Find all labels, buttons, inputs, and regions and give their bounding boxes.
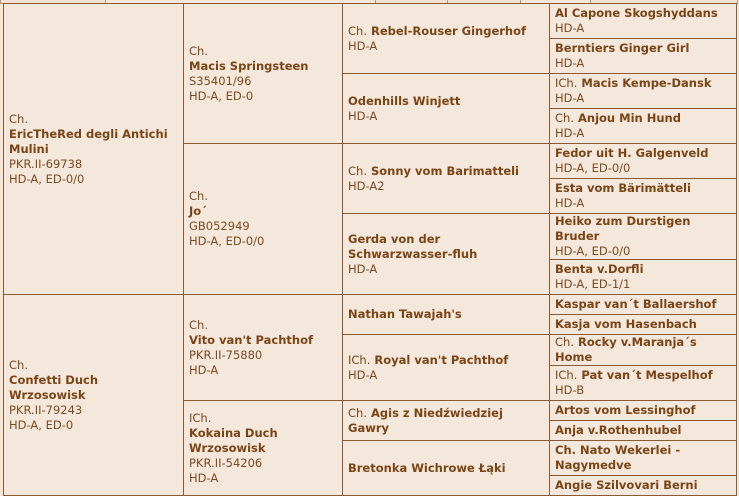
ddd-cell[interactable] [343, 441, 550, 496]
ds-reg: PKR.II-75880 [189, 347, 263, 362]
dsdd-name-line[interactable] [555, 368, 731, 383]
dsdd-title: ICh. [555, 368, 578, 382]
sds-name-line[interactable] [348, 164, 544, 179]
dam-health: HD-A, ED-0 [9, 417, 74, 432]
ds-cell[interactable] [184, 295, 343, 401]
sd-name[interactable]: Jo´ [189, 204, 207, 218]
ssd-cell[interactable] [343, 74, 550, 144]
dsd-health: HD-A [348, 367, 378, 382]
sssd-name[interactable]: Berntiers Ginger Girl [555, 41, 690, 55]
sddd-name[interactable]: Benta v.Dorfli [555, 262, 644, 276]
dd-health: HD-A [189, 470, 219, 485]
pedigree-row [4, 295, 737, 315]
sddd-health: HD-A, ED-1/1 [555, 277, 631, 291]
ss-name[interactable]: Macis Springsteen [189, 58, 309, 73]
sd-title: Ch. [189, 189, 208, 203]
ssss-name[interactable]: Al Capone Skogshyddans [555, 6, 718, 20]
dsd-cell[interactable] [343, 335, 550, 401]
ddds-name-line[interactable] [555, 443, 731, 473]
dam-cell[interactable] [4, 295, 184, 496]
dam-reg: PKR.II-79243 [9, 402, 83, 417]
sdss-name[interactable]: Fedor uit H. Galgenveld [555, 146, 709, 160]
ddds-cell[interactable] [550, 441, 737, 476]
pedigree-table [3, 3, 737, 496]
ssds-name[interactable]: Macis Kempe-Dansk [581, 76, 712, 90]
dsds-name-line[interactable] [555, 335, 731, 365]
sdss-health: HD-A, ED-0/0 [555, 161, 631, 175]
ssss-cell[interactable] [550, 4, 737, 39]
dd-reg: PKR.II-54206 [189, 455, 263, 470]
ssds-title: ICh. [555, 76, 578, 90]
dss-name[interactable]: Nathan Tawajah's [348, 307, 462, 321]
sdsd-name[interactable]: Esta vom Bärimätteli [555, 181, 691, 195]
dsds-name[interactable]: Rocky v.Maranja´s Home [555, 335, 697, 364]
ddds-name[interactable]: Nato Wekerlei - Nagymedve [555, 443, 681, 472]
ddsd-cell[interactable] [550, 421, 737, 441]
dsds-title: Ch. [555, 335, 574, 349]
sssd-health: HD-A [555, 56, 585, 70]
ss-health: HD-A, ED-0 [189, 88, 254, 103]
dsd-title: ICh. [348, 352, 371, 367]
dds-cell[interactable] [343, 401, 550, 441]
dsss-name[interactable]: Kaspar van´t Ballaershof [555, 297, 717, 311]
sire-name[interactable]: EricTheRed degli Antichi Mulini [9, 126, 168, 156]
ds-health: HD-A [189, 362, 219, 377]
sss-title: Ch. [348, 23, 367, 38]
dds-name-line[interactable] [348, 406, 544, 436]
ss-cell[interactable] [184, 4, 343, 144]
ss-title: Ch. [189, 43, 208, 58]
dam-title: Ch. [9, 357, 28, 372]
sdds-health: HD-A, ED-0/0 [555, 244, 631, 258]
sdsd-cell[interactable] [550, 179, 737, 214]
dd-cell[interactable] [184, 401, 343, 496]
dsds-cell[interactable] [550, 335, 737, 366]
ddd-name[interactable]: Bretonka Wichrowe Łąki [348, 460, 506, 475]
ssdd-title: Ch. [555, 111, 574, 125]
dsdd-health: HD-B [555, 383, 585, 397]
ssdd-name[interactable]: Anjou Min Hund [578, 111, 681, 125]
sss-cell[interactable] [343, 4, 550, 74]
dsdd-cell[interactable] [550, 366, 737, 401]
sdss-cell[interactable] [550, 144, 737, 179]
dd-name[interactable]: Kokaina Duch Wrzosowisk [189, 425, 278, 455]
sds-title: Ch. [348, 163, 367, 178]
sire-cell[interactable] [4, 4, 184, 295]
ssds-name-line[interactable] [555, 76, 731, 91]
dsdd-name[interactable]: Pat van´t Mespelhof [581, 368, 713, 382]
dss-cell[interactable] [343, 295, 550, 335]
sss-name[interactable]: Rebel-Rouser Gingerhof [371, 23, 527, 38]
ss-reg: S35401/96 [189, 73, 252, 88]
ssss-health: HD-A [555, 21, 585, 35]
ds-title: Ch. [189, 317, 208, 332]
sss-name-line[interactable] [348, 24, 544, 39]
sdd-name[interactable]: Gerda von der Schwarzwasser-fluh [348, 231, 478, 261]
sd-health: HD-A, ED-0/0 [189, 234, 265, 248]
ssd-health: HD-A [348, 108, 378, 123]
dsd-name[interactable]: Royal van't Pachthof [374, 352, 509, 367]
sd-reg: GB052949 [189, 219, 250, 233]
ssds-cell[interactable] [550, 74, 737, 109]
sd-cell[interactable] [184, 144, 343, 295]
sds-health: HD-A2 [348, 178, 385, 193]
sss-health: HD-A [348, 38, 378, 53]
ddds-title: Ch. [555, 443, 576, 457]
sdds-name[interactable]: Heiko zum Durstigen Bruder [555, 214, 691, 243]
ddss-name[interactable]: Artos vom Lessinghof [555, 403, 696, 417]
ds-name[interactable]: Vito van't Pachthof [189, 332, 313, 347]
pedigree-row [4, 4, 737, 39]
dsss-cell[interactable] [550, 295, 737, 315]
ddss-cell[interactable] [550, 401, 737, 421]
dd-title: ICh. [189, 410, 212, 425]
dssd-name[interactable]: Kasja vom Hasenbach [555, 317, 697, 331]
dsd-name-line[interactable] [348, 353, 544, 368]
dds-title: Ch. [348, 405, 367, 420]
dssd-cell[interactable] [550, 315, 737, 335]
sds-cell[interactable] [343, 144, 550, 214]
dddd-name[interactable]: Angie Szilvovari Berni [555, 478, 698, 492]
sire-health: HD-A, ED-0/0 [9, 171, 85, 186]
sdsd-health: HD-A [555, 196, 585, 210]
dam-name[interactable]: Confetti Duch Wrzosowisk [9, 372, 99, 402]
ssdd-cell[interactable] [550, 109, 737, 144]
sire-reg: PKR.II-69738 [9, 156, 83, 171]
sdd-health: HD-A [348, 261, 378, 276]
ssdd-health: HD-A [555, 126, 585, 140]
sdds-cell[interactable] [550, 214, 737, 260]
dds-name[interactable]: Agis z Niedźwiedziej Gawry [348, 405, 503, 435]
sddd-cell[interactable] [550, 260, 737, 295]
sire-title: Ch. [9, 111, 28, 126]
sssd-cell[interactable] [550, 39, 737, 74]
ssd-name[interactable]: Odenhills Winjett [348, 93, 461, 108]
dddd-cell[interactable] [550, 476, 737, 496]
sdd-cell[interactable] [343, 214, 550, 295]
ssdd-name-line[interactable] [555, 111, 731, 126]
sds-name[interactable]: Sonny vom Barimatteli [371, 163, 520, 178]
ddsd-name[interactable]: Anja v.Rothenhubel [555, 423, 682, 437]
ssds-health: HD-A [555, 91, 585, 105]
